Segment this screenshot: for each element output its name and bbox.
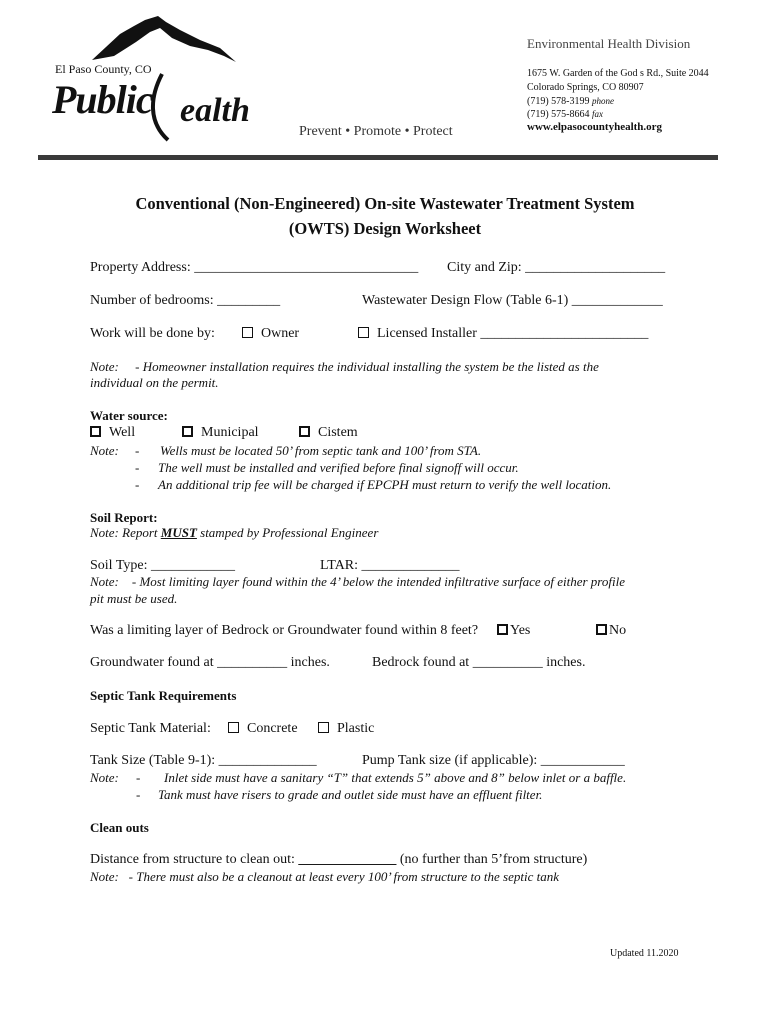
profile-note-text: - Most limiting layer found within the 4’ below the intended infiltrative surface of either profile <box>131 574 625 589</box>
plastic-option[interactable] <box>318 721 374 737</box>
septic-note-label: Note: <box>90 770 119 785</box>
distance-suffix: (no further than 5’from structure) <box>396 852 588 867</box>
licensed-installer-checkbox[interactable] <box>358 327 369 338</box>
water-note-dash: - <box>135 460 140 475</box>
yes-label: Yes <box>510 623 531 638</box>
profile-note-label: Note: <box>90 574 119 589</box>
property-address-field[interactable]: Property Address: ________________________________ <box>90 260 419 275</box>
ltar-field[interactable]: LTAR: ______________ <box>320 558 460 573</box>
header-rule <box>38 155 718 160</box>
water-note-3: An additional trip fee will be charged if EPCPH must return to verify the well location. <box>158 477 612 492</box>
concrete-label: Concrete <box>247 721 298 736</box>
homeowner-note-cont: individual on the permit. <box>90 375 219 390</box>
division-name: Environmental Health Division <box>527 36 691 51</box>
logo-health: ealth <box>180 92 250 129</box>
bedrooms-field[interactable]: Number of bedrooms: _________ <box>90 293 281 308</box>
septic-note-dash: - <box>136 787 141 802</box>
water-note-dash: - <box>135 443 140 458</box>
profile-note-cont: pit must be used. <box>90 591 178 606</box>
tank-material-label: Septic Tank Material: <box>90 721 211 736</box>
no-checkbox[interactable] <box>596 624 607 635</box>
note-label: Note: <box>90 359 119 374</box>
septic-heading: Septic Tank Requirements <box>90 688 237 703</box>
work-by-label: Work will be done by: <box>90 326 215 341</box>
bedrock-field[interactable]: Bedrock found at __________ inches. <box>372 655 586 670</box>
concrete-option[interactable] <box>228 721 298 737</box>
owner-option[interactable] <box>242 326 299 342</box>
cistern-option[interactable] <box>299 425 358 441</box>
homeowner-note <box>90 359 599 375</box>
city-zip-field[interactable]: City and Zip: ____________________ <box>447 260 666 275</box>
cleanout-distance-field[interactable] <box>90 852 587 868</box>
soil-report-heading: Soil Report: <box>90 510 158 525</box>
water-source-heading: Water source: <box>90 408 168 423</box>
cistern-label: Cistem <box>318 425 358 440</box>
pump-tank-field[interactable]: Pump Tank size (if applicable): ____________ <box>362 753 625 768</box>
phone-number: (719) 578-3199 <box>527 96 590 107</box>
septic-note-dash: - <box>136 770 141 785</box>
cistern-checkbox[interactable] <box>299 426 310 437</box>
licensed-installer-label: Licensed Installer ________________________ <box>377 326 649 341</box>
concrete-checkbox[interactable] <box>228 722 239 733</box>
county-label: El Paso County, CO <box>55 62 152 76</box>
water-note-label: Note: <box>90 443 119 458</box>
website-link[interactable]: www.elpasocountyhealth.org <box>527 121 663 133</box>
soil-note-suffix: stamped by Professional Engineer <box>196 525 379 540</box>
limiting-layer-question: Was a limiting layer of Bedrock or Groundwater found within 8 feet? <box>90 623 479 638</box>
phone-line <box>527 96 614 107</box>
soil-type-field[interactable]: Soil Type: ____________ <box>90 558 235 573</box>
logo-public: Public <box>52 77 153 122</box>
logo <box>50 12 260 142</box>
municipal-checkbox[interactable] <box>182 426 193 437</box>
tagline: Prevent • Promote • Protect <box>299 124 453 139</box>
no-label: No <box>609 623 627 638</box>
homeowner-note-text: - Homeowner installation requires the individual installing the system be the listed as the <box>135 359 599 374</box>
address-line2: Colorado Springs, CO 80907 <box>527 82 644 93</box>
cleanout-note-text: - There must also be a cleanout at least every 100’ from structure to the septic tank <box>128 869 560 884</box>
septic-note-1: Inlet side must have a sanitary “T” that extends 5” above and 8” below inlet or a baffle. <box>164 770 627 785</box>
groundwater-field[interactable]: Groundwater found at __________ inches. <box>90 655 330 670</box>
updated-date: Updated 11.2020 <box>610 948 679 959</box>
water-note-1: Wells must be located 50’ from septic tank and 100’ from STA. <box>160 443 482 458</box>
page-title-line1: Conventional (Non-Engineered) On-site Wastewater Treatment System <box>135 194 635 213</box>
profile-note <box>90 574 625 590</box>
fax-number: (719) 575-8664 <box>527 109 590 120</box>
cleanout-note-label: Note: <box>90 869 119 884</box>
plastic-checkbox[interactable] <box>318 722 329 733</box>
page-title-line2: (OWTS) Design Worksheet <box>288 219 482 238</box>
yes-checkbox[interactable] <box>497 624 508 635</box>
water-note-2: The well must be installed and verified before final signoff will occur. <box>158 460 519 475</box>
well-label: Well <box>109 425 136 440</box>
water-note-dash: - <box>135 477 140 492</box>
well-checkbox[interactable] <box>90 426 101 437</box>
septic-note-2: Tank must have risers to grade and outlet side must have an effluent filter. <box>158 787 543 802</box>
fax-label: fax <box>592 109 603 119</box>
cleanouts-heading: Clean outs <box>90 820 149 835</box>
plastic-label: Plastic <box>337 721 375 736</box>
no-option[interactable] <box>596 623 626 639</box>
address-line1: 1675 W. Garden of the God s Rd., Suite 2044 <box>527 68 709 79</box>
fax-line <box>527 109 603 120</box>
cleanout-note <box>90 869 559 885</box>
distance-blank[interactable]: ______________ <box>298 852 397 867</box>
owner-label: Owner <box>261 326 300 341</box>
municipal-label: Municipal <box>201 425 259 440</box>
soil-note-prefix: Note: Report <box>90 525 161 540</box>
soil-note-must: MUST <box>160 525 197 540</box>
owner-checkbox[interactable] <box>242 327 253 338</box>
yes-option[interactable] <box>497 623 530 639</box>
well-option[interactable] <box>90 425 135 441</box>
phone-label: phone <box>592 96 614 106</box>
design-flow-field[interactable]: Wastewater Design Flow (Table 6-1) _____________ <box>362 293 663 308</box>
distance-prefix: Distance from structure to clean out: <box>90 852 299 867</box>
municipal-option[interactable] <box>182 425 259 441</box>
tank-size-field[interactable]: Tank Size (Table 9-1): ______________ <box>90 753 317 768</box>
licensed-installer-option[interactable] <box>358 326 648 342</box>
soil-report-note <box>90 525 378 541</box>
